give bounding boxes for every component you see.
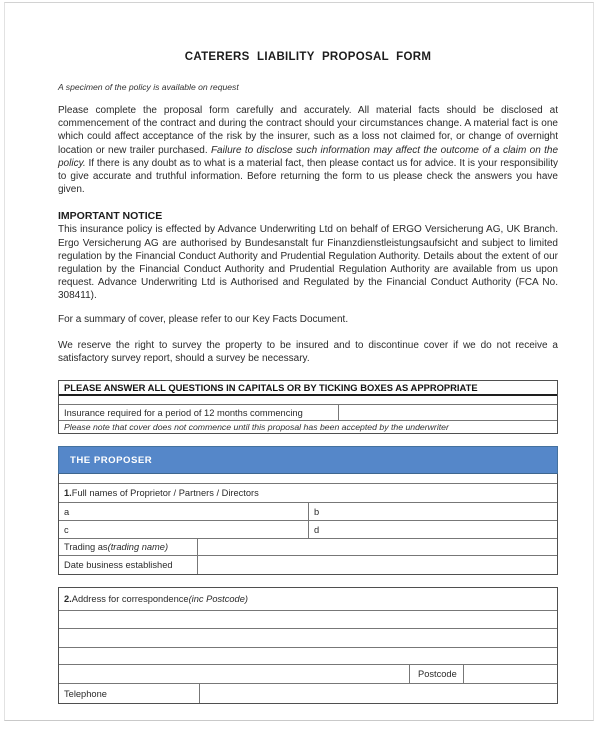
address-line-4-field[interactable] <box>59 665 409 683</box>
insurance-period-label: Insurance required for a period of 12 months commencing <box>64 407 303 418</box>
trading-as-label-cell <box>59 539 197 555</box>
address-line-1-field[interactable] <box>59 611 557 628</box>
names-row-cd <box>59 521 557 539</box>
trading-name-italic: (trading name) <box>107 542 169 553</box>
telephone-label: Telephone <box>64 688 107 699</box>
important-notice-paragraph: This insurance policy is effected by Advance Underwriting Ltd on behalf of ERGO Versicherung AG, UK Branch. Ergo Versicherung AG are authorised by Bundesanstalt fur Finanzdienstleistungsaufsicht and subject to limited regulation by the Financial Conduct Authority and Prudential Regulation Authority. Details about the extent of our regulation by the Financial Conduct Authority and Prudential Regulation Authority are available from us upon request. Advance Underwriting Ltd is Authorised and Regulated by the Financial Conduct Authority (FCA No. 308411). <box>58 224 558 302</box>
name-field-a[interactable] <box>59 503 308 520</box>
telephone-field[interactable] <box>199 684 557 703</box>
name-field-a-letter: a <box>64 506 70 517</box>
name-field-b[interactable] <box>308 503 557 520</box>
question-1-label: Full names of Proprietor / Partners / Directors <box>71 488 259 499</box>
trading-as-row <box>59 539 557 556</box>
proposer-gap-cell <box>59 474 557 483</box>
date-established-row <box>59 556 557 574</box>
question-1-row <box>59 484 557 503</box>
name-field-d[interactable] <box>308 521 557 538</box>
summary-line: For a summary of cover, please refer to our Key Facts Document. <box>58 313 349 325</box>
question-1-label-cell <box>59 484 557 502</box>
question-2-label-cell <box>59 588 557 610</box>
proposer-banner-title: THE PROPOSER <box>70 454 153 466</box>
proposer-table <box>58 474 558 575</box>
postcode-row <box>59 665 557 684</box>
name-field-c[interactable] <box>59 521 308 538</box>
specimen-note: A specimen of the policy is available on request <box>58 82 239 92</box>
insurance-commencing-field[interactable] <box>338 405 557 420</box>
intro-text-italic: Failure to disclose such information may affect the outcome of a claim on the policy. <box>58 144 559 169</box>
proposer-gap-row <box>59 474 557 484</box>
document-page <box>4 2 594 721</box>
instructions-table <box>58 380 558 434</box>
instructions-header-label: PLEASE ANSWER ALL QUESTIONS IN CAPITALS OR BY TICKING BOXES AS APPROPRIATE <box>64 382 478 394</box>
address-line-2-row <box>59 629 557 648</box>
question-2-row <box>59 588 557 611</box>
underwriter-note-row <box>59 421 557 433</box>
name-field-b-letter: b <box>314 506 320 517</box>
name-field-c-letter: c <box>64 524 69 535</box>
name-field-d-letter: d <box>314 524 320 535</box>
instructions-empty-row <box>59 396 557 405</box>
instructions-header-row <box>59 381 557 396</box>
trading-as-label: Trading as <box>64 542 108 553</box>
page-content <box>58 3 558 704</box>
date-established-field[interactable] <box>197 556 557 574</box>
instructions-empty-cell <box>59 396 557 404</box>
intro-paragraph <box>58 104 558 196</box>
insurance-period-row <box>59 405 557 421</box>
underwriter-note: Please note that cover does not commence until this proposal has been accepted by the underwriter <box>64 422 449 433</box>
page-title: CATERERS LIABILITY PROPOSAL FORM <box>184 51 432 63</box>
intro-text-2: If there is any doubt as to what is a material fact, then please contact us for advice. It is your responsibility to give accurate and truthful information. Before returning the form to us please check the answers you have given. <box>58 157 558 196</box>
postcode-field[interactable] <box>463 665 557 683</box>
proposer-section-banner <box>58 446 558 474</box>
address-table <box>58 587 558 704</box>
postcode-label: Postcode <box>409 665 463 683</box>
trading-as-field[interactable] <box>197 539 557 555</box>
address-line-3-field[interactable] <box>59 648 557 664</box>
question-2-number: 2. <box>64 594 72 605</box>
important-notice-heading: IMPORTANT NOTICE <box>58 210 163 223</box>
intro-text-1: Please complete the proposal form carefully and accurately. All material facts should be disclosed at commencement of the contract and during the contract should your circumstances change. A material fact is one which could affect acceptance of the risk by the insurer, such as a loss not claimed for, or change of overnight location or new trailer purchased. <box>58 105 558 156</box>
names-row-ab <box>59 503 557 521</box>
question-2-label: Address for correspondence <box>71 594 189 605</box>
address-line-2-field[interactable] <box>59 629 557 647</box>
telephone-row <box>59 684 557 703</box>
address-line-1-row <box>59 611 557 629</box>
question-2-postcode-italic: (inc Postcode) <box>188 594 248 605</box>
address-line-3-row <box>59 648 557 665</box>
question-1-number: 1. <box>64 488 72 499</box>
date-established-label: Date business established <box>64 560 173 571</box>
survey-paragraph: We reserve the right to survey the property to be insured and to discontinue cover if we do not receive a satisfactory survey report, should a survey be necessary. <box>58 339 558 365</box>
